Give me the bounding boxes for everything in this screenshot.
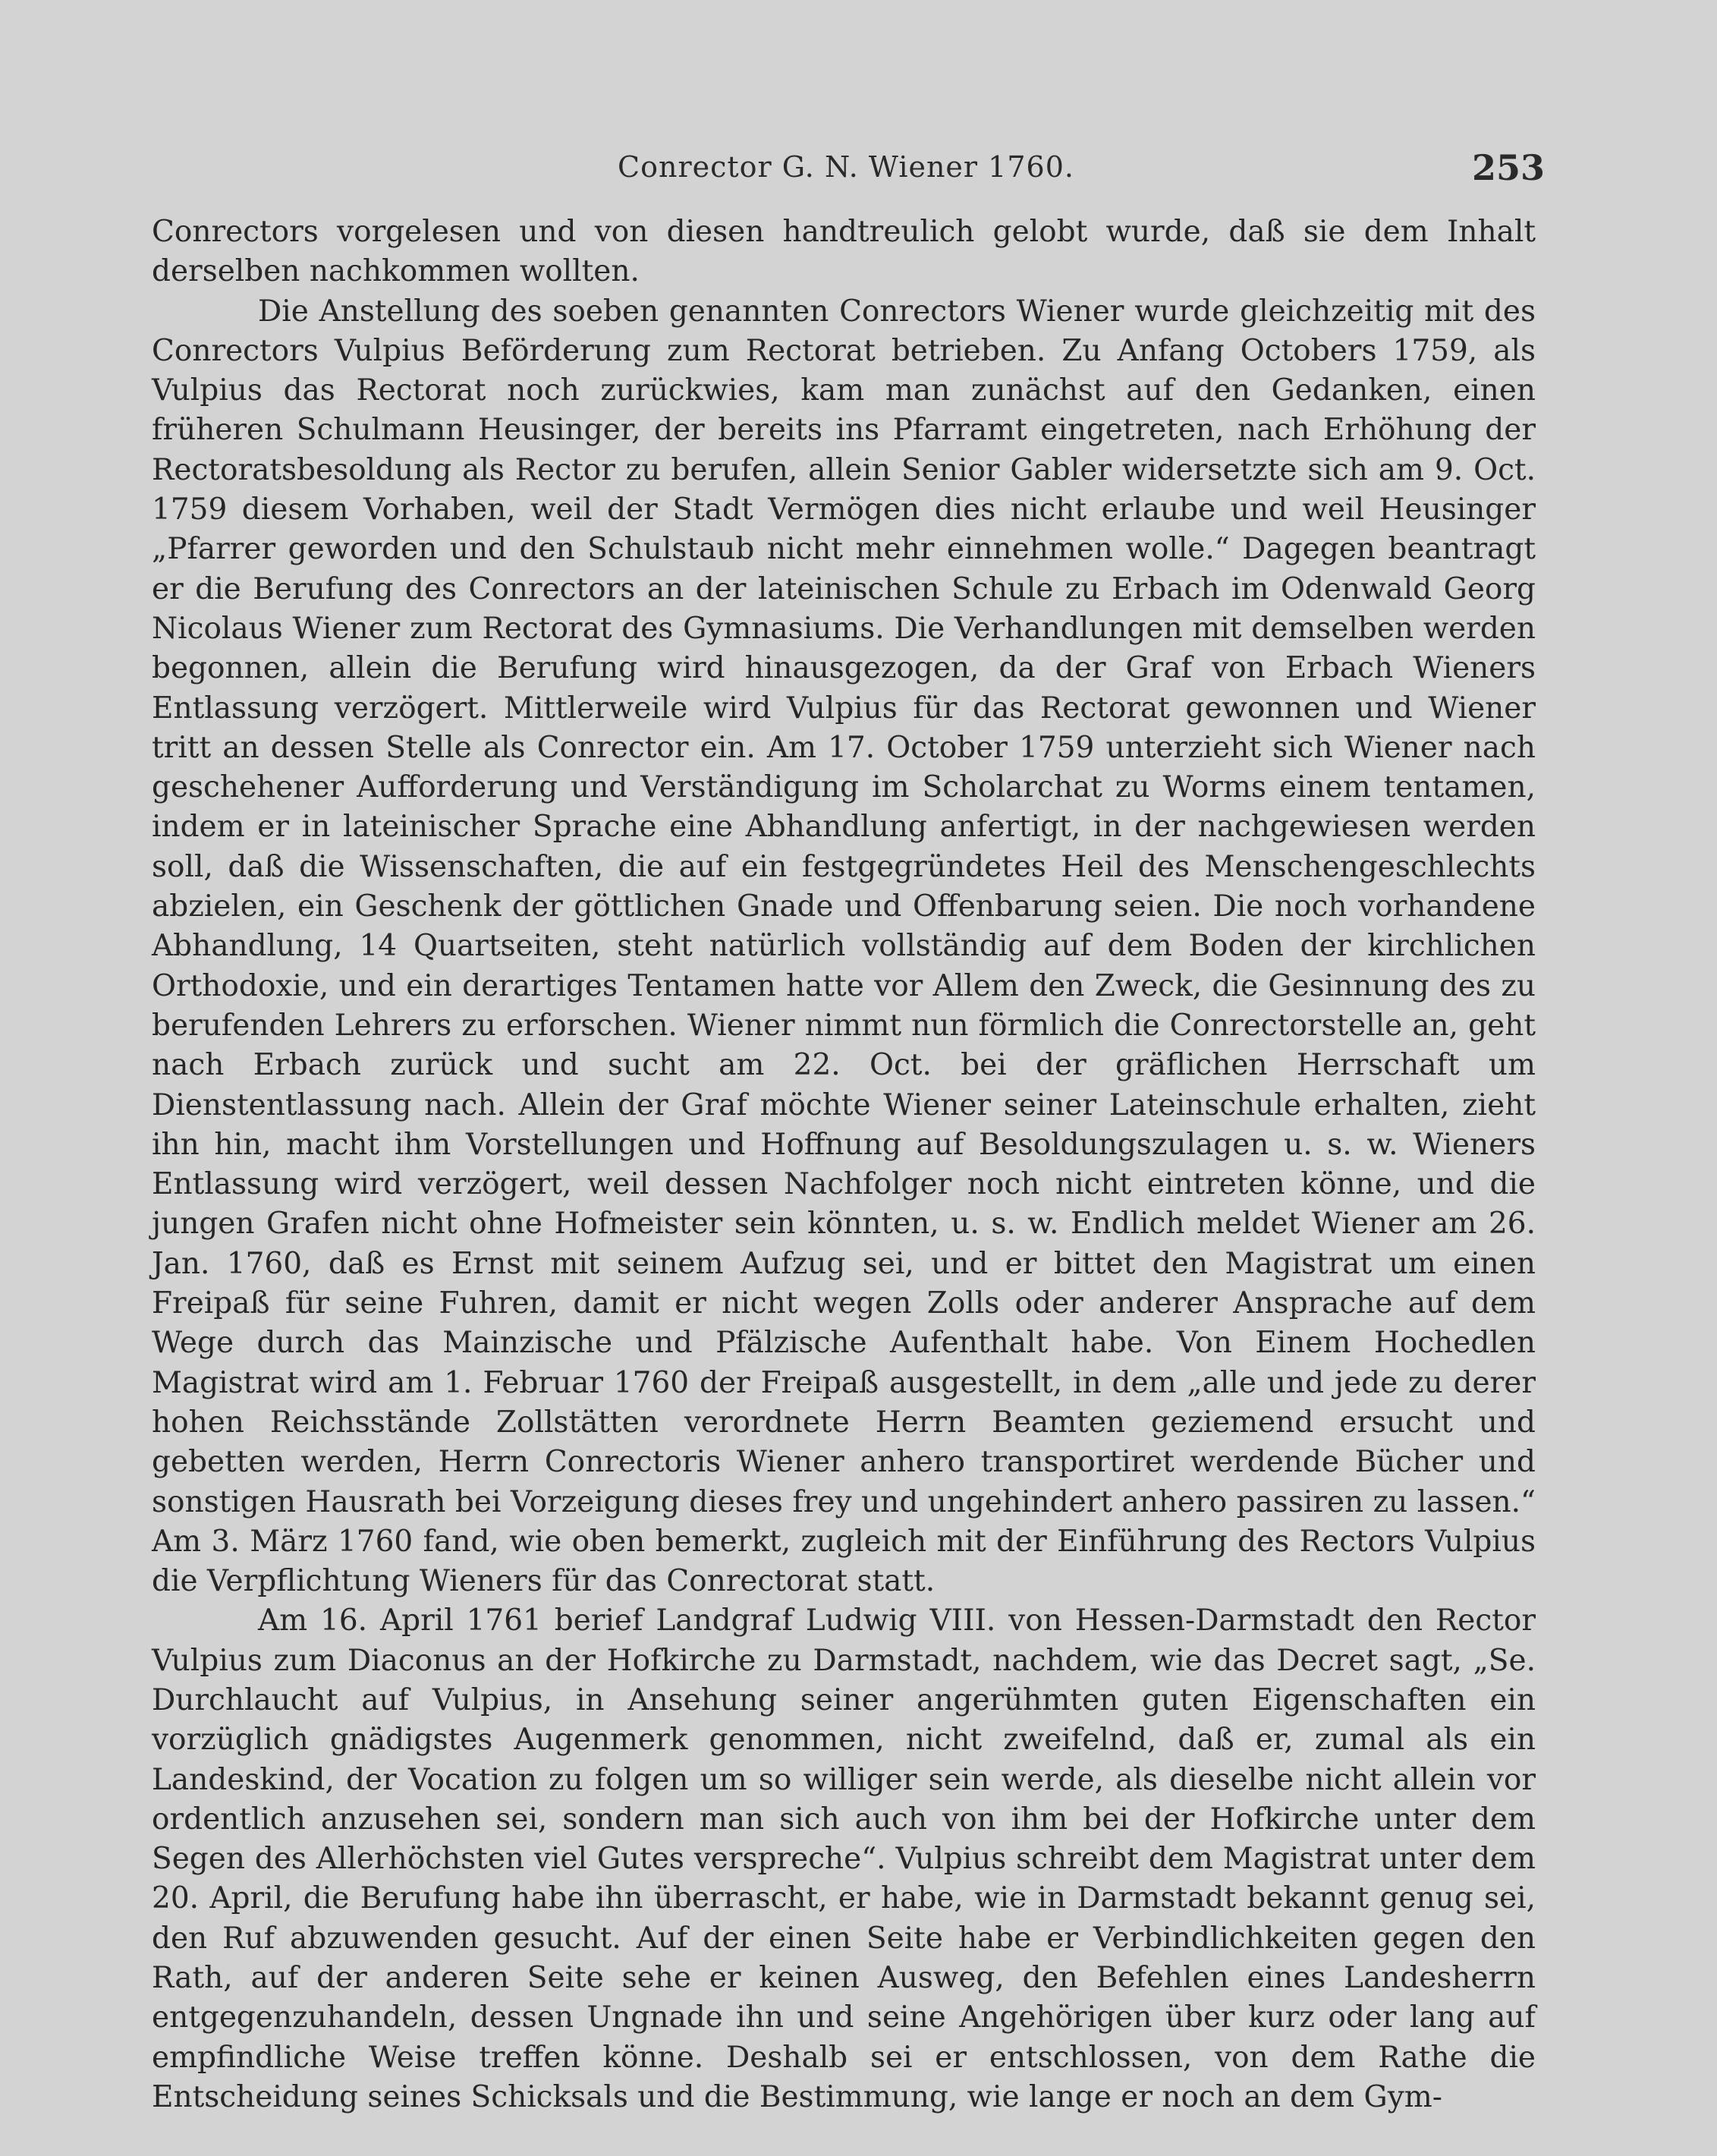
running-head bbox=[152, 144, 1545, 197]
paragraph-3: Am 16. April 1761 berief Landgraf Ludwig VIII. von Hessen-Darmstadt den Rector Vulpius zum Diaconus an der Hofkirche zu Darmstadt, nachdem, wie das Decret sagt, „Se. Durchlaucht auf Vulpius, in Ansehung seiner angerühmten guten Eigenschaften ein vorzüglich gnädigstes Augenmerk genommen, nicht zweifelnd, daß er, zumal als ein Landeskind, der Vocation zu folgen um so williger sein werde, als dieselbe nicht allein vor ordentlich anzusehen sei, sondern man sich auch von ihm bei der Hofkirche unter dem Segen des Allerhöchsten viel Gutes verspreche“. Vulpius schreibt dem Magistrat unter dem 20. April, die Berufung habe ihn überrascht, er habe, wie in Darmstadt bekannt genug sei, den Ruf abzuwenden gesucht. Auf der einen Seite habe er Verbindlichkeiten gegen den Rath, auf der anderen Seite sehe er keinen Ausweg, den Befehlen eines Landesherrn entgegenzuhandeln, dessen Ungnade ihn und seine Angehörigen über kurz oder lang auf empfindliche Weise treffen könne. Deshalb sei er entschlossen, von dem Rathe die Entscheidung seines Schicksals und die Bestimmung, wie lange er noch an dem Gym- bbox=[152, 1604, 1536, 2114]
paragraph-1: Conrectors vorgelesen und von diesen handtreulich gelobt wurde, daß sie dem Inhalt derselben nachkommen wollten. bbox=[152, 215, 1536, 289]
running-title: Conrector G. N. Wiener 1760. bbox=[618, 150, 1074, 184]
body-text bbox=[152, 212, 1536, 2117]
paragraph-2: Die Anstellung des soeben genannten Conrectors Wiener wurde gleichzeitig mit des Conrectors Vulpius Beförderung zum Rectorat betrieben. Zu Anfang Octobers 1759, als Vulpius das Rectorat noch zurückwies, kam man zunächst auf den Gedanken, einen früheren Schulmann Heusinger, der bereits ins Pfarramt eingetreten, nach Erhöhung der Rectoratsbesoldung als Rector zu berufen, allein Senior Gabler widersetzte sich am 9. Oct. 1759 diesem Vorhaben, weil der Stadt Vermögen dies nicht erlaube und weil Heusinger „Pfarrer geworden und den Schulstaub nicht mehr einnehmen wolle.“ Dagegen beantragt er die Berufung des Conrectors an der lateinischen Schule zu Erbach im Odenwald Georg Nicolaus Wiener zum Rectorat des Gymnasiums. Die Verhandlungen mit demselben werden begonnen, allein die Berufung wird hinausgezogen, da der Graf von Erbach Wieners Entlassung verzögert. Mittlerweile wird Vulpius für das Rectorat gewonnen und Wiener tritt an dessen Stelle als Conrector ein. Am 17. October 1759 unterzieht sich Wiener nach geschehener Aufforderung und Verständigung im Scholarchat zu Worms einem tentamen, indem er in lateinischer Sprache eine Abhandlung anfertigt, in der nachgewiesen werden soll, daß die Wissenschaften, die auf ein festgegründetes Heil des Menschengeschlechts abzielen, ein Geschenk der göttlichen Gnade und Offenbarung seien. Die noch vorhandene Abhandlung, 14 Quartseiten, steht natürlich vollständig auf dem Boden der kirchlichen Orthodoxie, und ein derartiges Tentamen hatte vor Allem den Zweck, die Gesinnung des zu berufenden Lehrers zu erforschen. Wiener nimmt nun förmlich die Conrectorstelle an, geht nach Erbach zurück und sucht am 22. Oct. bei der gräflichen Herrschaft um Dienstentlassung nach. Allein der Graf möchte Wiener seiner Lateinschule erhalten, zieht ihn hin, macht ihm Vorstellungen und Hoffnung auf Besoldungszulagen u. s. w. Wieners Entlassung wird verzögert, weil dessen Nachfolger noch nicht eintreten könne, und die jungen Grafen nicht ohne Hofmeister sein könnten, u. s. w. Endlich meldet Wiener am 26. Jan. 1760, daß es Ernst mit seinem Aufzug sei, und er bittet den Magistrat um einen Freipaß für seine Fuhren, damit er nicht wegen Zolls oder anderer Ansprache auf dem Wege durch das Mainzische und Pfälzische Aufenthalt habe. Von Einem Hochedlen Magistrat wird am 1. Februar 1760 der Freipaß ausgestellt, in dem „alle und jede zu derer hohen Reichsstände Zollstätten verordnete Herrn Beamten geziemend ersucht und gebetten werden, Herrn Conrectoris Wiener anhero transportiret werdende Bücher und sonstigen Hausrath bei Vorzeigung dieses frey und ungehindert anhero passiren zu lassen.“ Am 3. März 1760 fand, wie oben bemerkt, zugleich mit der Einführung des Rectors Vulpius die Verpflichtung Wieners für das Conrectorat statt. bbox=[152, 294, 1536, 1599]
page-number: 253 bbox=[1471, 147, 1545, 188]
